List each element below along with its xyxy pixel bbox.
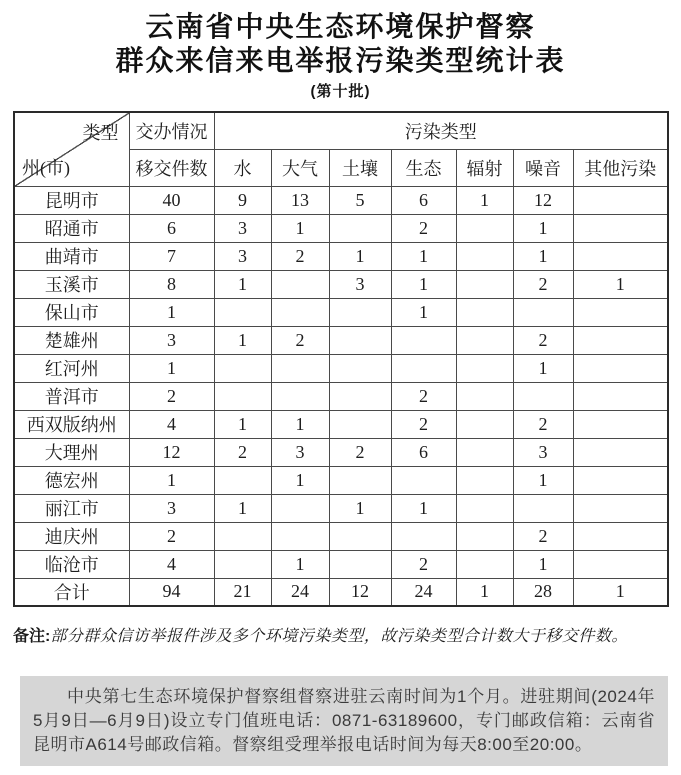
value-cell: 1 <box>271 410 329 438</box>
inspection-info-text: 中央第七生态环境保护督察组督察进驻云南时间为1个月。进驻期间(2024年5月9日—6月9日)设立专门值班电话：0871-63189600，专门邮政信箱：云南省昆明市A614号邮政信箱。督察组受理举报电话时间为每天8:00至20:00。 <box>33 687 655 754</box>
value-cell <box>271 298 329 326</box>
table-row <box>14 242 668 270</box>
value-cell <box>573 466 668 494</box>
value-cell: 3 <box>129 326 214 354</box>
value-cell: 1 <box>513 242 573 270</box>
value-cell <box>214 354 271 382</box>
table-row <box>14 382 668 410</box>
value-cell <box>573 438 668 466</box>
region-cell: 昆明市 <box>14 186 129 214</box>
value-cell <box>573 522 668 550</box>
value-cell: 1 <box>329 242 391 270</box>
value-cell <box>456 522 513 550</box>
value-cell: 12 <box>129 438 214 466</box>
value-cell <box>214 298 271 326</box>
value-cell <box>573 354 668 382</box>
table-row <box>14 326 668 354</box>
header-transferred-count: 移交件数 <box>129 149 214 186</box>
region-cell: 迪庆州 <box>14 522 129 550</box>
value-cell <box>573 242 668 270</box>
value-cell <box>329 214 391 242</box>
value-cell: 1 <box>513 214 573 242</box>
value-cell: 9 <box>214 186 271 214</box>
table-row <box>14 186 668 214</box>
value-cell <box>573 382 668 410</box>
value-cell: 2 <box>391 382 456 410</box>
value-cell: 1 <box>456 578 513 606</box>
value-cell: 5 <box>329 186 391 214</box>
value-cell: 2 <box>513 410 573 438</box>
value-cell <box>513 298 573 326</box>
header-pollution-group: 污染类型 <box>214 112 668 149</box>
value-cell <box>271 522 329 550</box>
value-cell: 1 <box>129 298 214 326</box>
value-cell: 3 <box>129 494 214 522</box>
pollution-statistics-table <box>13 111 669 607</box>
value-cell <box>513 382 573 410</box>
value-cell: 2 <box>391 214 456 242</box>
value-cell: 2 <box>513 522 573 550</box>
value-cell <box>391 466 456 494</box>
value-cell: 3 <box>214 242 271 270</box>
value-cell: 1 <box>391 242 456 270</box>
remark-label: 备注: <box>13 628 51 645</box>
value-cell <box>329 466 391 494</box>
value-cell: 13 <box>271 186 329 214</box>
value-cell: 1 <box>391 270 456 298</box>
value-cell: 4 <box>129 410 214 438</box>
value-cell: 1 <box>456 186 513 214</box>
value-cell: 1 <box>573 270 668 298</box>
value-cell <box>214 522 271 550</box>
value-cell: 2 <box>391 410 456 438</box>
header-radiation: 辐射 <box>456 149 513 186</box>
page-title-line2: 群众来信来电举报污染类型统计表 <box>115 45 566 76</box>
value-cell: 1 <box>271 466 329 494</box>
value-cell: 2 <box>513 326 573 354</box>
value-cell <box>456 354 513 382</box>
batch-subtitle: (第十批) <box>310 83 371 100</box>
value-cell <box>513 494 573 522</box>
region-cell: 玉溪市 <box>14 270 129 298</box>
value-cell <box>214 466 271 494</box>
value-cell: 1 <box>513 466 573 494</box>
value-cell <box>573 550 668 578</box>
value-cell: 1 <box>214 410 271 438</box>
value-cell <box>329 326 391 354</box>
value-cell: 94 <box>129 578 214 606</box>
value-cell <box>573 214 668 242</box>
value-cell: 2 <box>271 326 329 354</box>
value-cell: 21 <box>214 578 271 606</box>
value-cell <box>456 298 513 326</box>
value-cell: 3 <box>271 438 329 466</box>
header-air: 大气 <box>271 149 329 186</box>
value-cell: 1 <box>214 494 271 522</box>
value-cell <box>573 494 668 522</box>
value-cell: 8 <box>129 270 214 298</box>
value-cell: 2 <box>391 550 456 578</box>
region-cell: 普洱市 <box>14 382 129 410</box>
value-cell: 1 <box>391 298 456 326</box>
region-cell: 曲靖市 <box>14 242 129 270</box>
value-cell <box>456 382 513 410</box>
value-cell: 1 <box>329 494 391 522</box>
header-other: 其他污染 <box>573 149 668 186</box>
value-cell <box>573 186 668 214</box>
header-transfer-group: 交办情况 <box>129 112 214 149</box>
region-cell: 大理州 <box>14 438 129 466</box>
value-cell: 1 <box>129 466 214 494</box>
value-cell: 1 <box>129 354 214 382</box>
value-cell <box>573 410 668 438</box>
value-cell: 6 <box>129 214 214 242</box>
value-cell: 2 <box>214 438 271 466</box>
table-row <box>14 298 668 326</box>
value-cell <box>271 494 329 522</box>
table-row <box>14 410 668 438</box>
value-cell <box>271 354 329 382</box>
value-cell <box>456 494 513 522</box>
header-row-1 <box>14 112 668 149</box>
value-cell: 3 <box>214 214 271 242</box>
value-cell <box>329 550 391 578</box>
value-cell: 2 <box>271 242 329 270</box>
value-cell: 2 <box>329 438 391 466</box>
region-cell: 昭通市 <box>14 214 129 242</box>
value-cell: 12 <box>513 186 573 214</box>
table-body <box>14 186 668 606</box>
value-cell <box>271 270 329 298</box>
value-cell: 1 <box>271 550 329 578</box>
value-cell <box>456 214 513 242</box>
table-row <box>14 522 668 550</box>
value-cell <box>456 326 513 354</box>
value-cell: 1 <box>271 214 329 242</box>
value-cell: 7 <box>129 242 214 270</box>
value-cell: 2 <box>129 382 214 410</box>
region-cell: 德宏州 <box>14 466 129 494</box>
value-cell <box>391 326 456 354</box>
table-header <box>14 112 668 186</box>
value-cell: 3 <box>513 438 573 466</box>
table-row-total <box>14 578 668 606</box>
remark-text: 部分群众信访举报件涉及多个环境污染类型，故污染类型合计数大于移交件数。 <box>50 628 628 645</box>
value-cell: 2 <box>129 522 214 550</box>
value-cell: 2 <box>513 270 573 298</box>
value-cell: 4 <box>129 550 214 578</box>
header-soil: 土壤 <box>329 149 391 186</box>
corner-label-type: 类型 <box>82 123 119 143</box>
table-row <box>14 354 668 382</box>
inspection-info-box <box>20 676 668 766</box>
value-cell <box>456 410 513 438</box>
value-cell: 24 <box>271 578 329 606</box>
title-block <box>0 0 681 104</box>
table-row <box>14 270 668 298</box>
value-cell: 6 <box>391 186 456 214</box>
region-cell: 楚雄州 <box>14 326 129 354</box>
value-cell <box>214 382 271 410</box>
value-cell <box>573 298 668 326</box>
table-row <box>14 494 668 522</box>
value-cell: 1 <box>214 270 271 298</box>
value-cell <box>214 550 271 578</box>
value-cell <box>391 522 456 550</box>
value-cell: 1 <box>391 494 456 522</box>
region-cell: 西双版纳州 <box>14 410 129 438</box>
value-cell <box>456 438 513 466</box>
header-ecology: 生态 <box>391 149 456 186</box>
value-cell <box>456 466 513 494</box>
value-cell: 1 <box>513 550 573 578</box>
corner-label-region: 州(市) <box>22 157 70 178</box>
value-cell: 24 <box>391 578 456 606</box>
region-cell: 保山市 <box>14 298 129 326</box>
value-cell: 3 <box>329 270 391 298</box>
table-row <box>14 214 668 242</box>
value-cell: 1 <box>513 354 573 382</box>
remark-note <box>13 626 668 647</box>
table-row <box>14 466 668 494</box>
table-row <box>14 550 668 578</box>
region-cell: 丽江市 <box>14 494 129 522</box>
value-cell <box>329 382 391 410</box>
value-cell <box>391 354 456 382</box>
value-cell: 1 <box>573 578 668 606</box>
value-cell <box>329 298 391 326</box>
value-cell <box>573 326 668 354</box>
header-noise: 噪音 <box>513 149 573 186</box>
table-row <box>14 438 668 466</box>
value-cell: 12 <box>329 578 391 606</box>
value-cell: 28 <box>513 578 573 606</box>
page-title-line1: 云南省中央生态环境保护督察 <box>145 11 536 42</box>
value-cell <box>329 354 391 382</box>
value-cell: 1 <box>214 326 271 354</box>
value-cell <box>271 382 329 410</box>
header-water: 水 <box>214 149 271 186</box>
value-cell: 40 <box>129 186 214 214</box>
value-cell <box>456 242 513 270</box>
region-cell: 合计 <box>14 578 129 606</box>
corner-header-cell <box>14 112 129 186</box>
value-cell: 6 <box>391 438 456 466</box>
region-cell: 红河州 <box>14 354 129 382</box>
value-cell <box>329 410 391 438</box>
value-cell <box>456 270 513 298</box>
value-cell <box>456 550 513 578</box>
region-cell: 临沧市 <box>14 550 129 578</box>
value-cell <box>329 522 391 550</box>
